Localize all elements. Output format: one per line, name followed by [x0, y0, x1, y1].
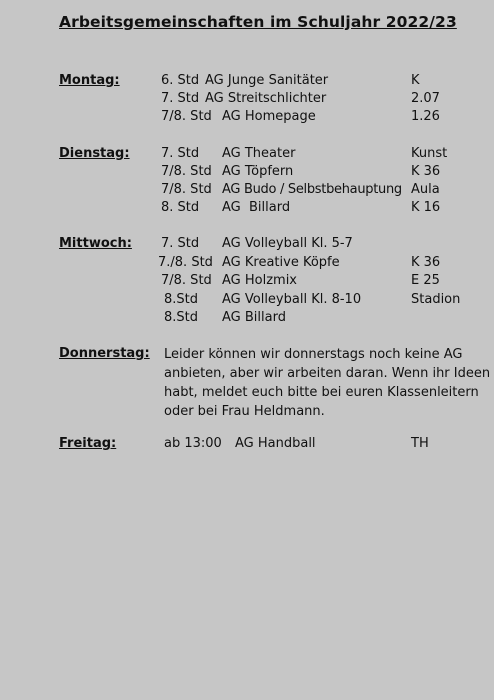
schedule-room: 1.26 — [411, 109, 440, 124]
donnerstag-note — [164, 345, 491, 421]
day-label-montag: Montag: — [59, 73, 120, 88]
schedule-time: 7/8. Std — [161, 273, 212, 288]
schedule-time: 6. Std — [161, 73, 200, 88]
schedule-ag: AG Billard — [222, 200, 291, 215]
schedule-room: Kunst — [411, 146, 448, 161]
schedule-room: TH — [411, 436, 429, 451]
note-line: Leider können wir donnerstags noch keine AG — [164, 347, 463, 362]
schedule-ag: AG Volleyball Kl. 8-10 — [222, 292, 362, 307]
schedule-time: 7./8. Std — [158, 255, 213, 270]
schedule-room: K 36 — [411, 164, 441, 179]
schedule-room: K — [411, 73, 420, 88]
schedule-room: Aula — [411, 182, 440, 197]
day-label-donnerstag: Donnerstag: — [59, 346, 150, 361]
schedule-time: 8.Std — [164, 310, 199, 325]
page-title: Arbeitsgemeinschaften im Schuljahr 2022/23 — [59, 13, 457, 31]
schedule-time: ab 13:00 — [164, 436, 222, 451]
schedule-room: 2.07 — [411, 91, 440, 106]
schedule-time: 7. Std — [161, 236, 200, 251]
schedule-room: K 16 — [411, 200, 441, 215]
schedule-ag: AG Volleyball Kl. 5-7 — [222, 236, 353, 251]
schedule-ag: AG Holzmix — [222, 273, 298, 288]
note-line: anbieten, aber wir arbeiten daran. Wenn ihr Ideen — [164, 366, 491, 381]
day-label-mittwoch: Mittwoch: — [59, 236, 132, 251]
schedule-time: 7. Std — [161, 146, 200, 161]
schedule-room: Stadion — [411, 292, 461, 307]
schedule-time: 7/8. Std — [161, 164, 212, 179]
schedule-time: 8. Std — [161, 200, 200, 215]
schedule-ag: AG Homepage — [222, 109, 316, 124]
day-label-freitag: Freitag: — [59, 436, 117, 451]
schedule-time: 8.Std — [164, 292, 199, 307]
schedule-ag: AG Handball — [235, 436, 316, 451]
schedule-room: E 25 — [411, 273, 440, 288]
schedule-time: 7/8. Std — [161, 109, 212, 124]
schedule-ag: AG Töpfern — [222, 164, 294, 179]
note-line: habt, meldet euch bitte bei euren Klassenleitern — [164, 385, 479, 400]
schedule-time: 7. Std — [161, 91, 200, 106]
schedule-room: K 36 — [411, 255, 441, 270]
note-line: oder bei Frau Heldmann. — [164, 404, 325, 419]
day-label-dienstag: Dienstag: — [59, 146, 130, 161]
schedule-ag: AG Billard — [222, 310, 286, 325]
schedule-ag: AG Theater — [222, 146, 296, 161]
schedule-time: 7/8. Std — [161, 182, 212, 197]
schedule-ag: AG Kreative Köpfe — [222, 255, 340, 270]
schedule-ag: AG Streitschlichter — [205, 91, 327, 106]
schedule-ag: AG Budo / Selbstbehauptung — [222, 182, 402, 197]
schedule-ag: AG Junge Sanitäter — [205, 73, 329, 88]
